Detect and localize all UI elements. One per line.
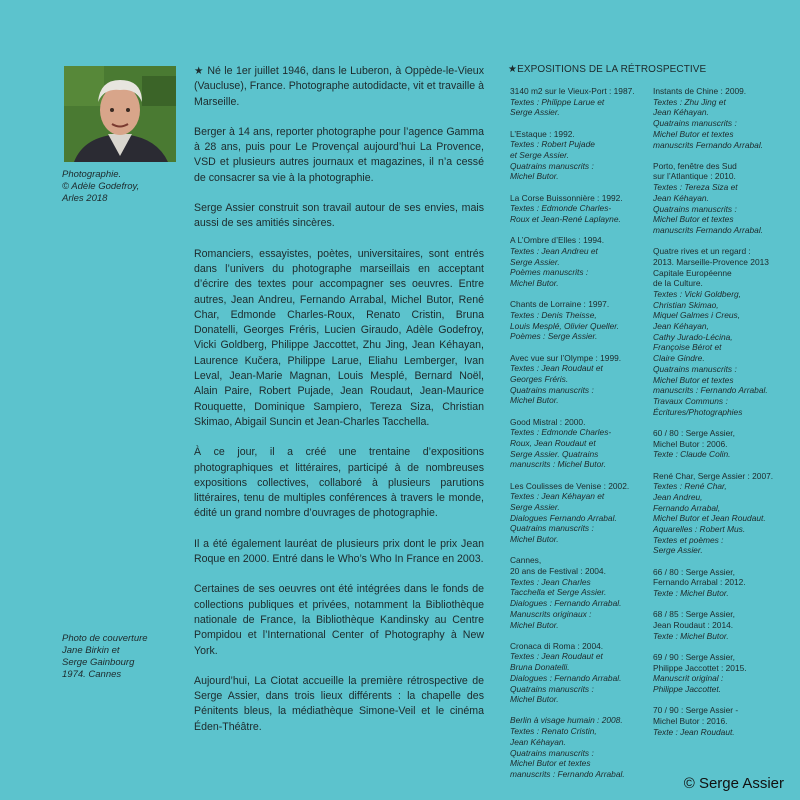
exhibition-credit: Fernando Arrabal, [653, 502, 721, 513]
exhibition-title: Chants de Lorraine : 1997. [510, 299, 610, 310]
exhibition-credit: Travaux Communs : [653, 395, 728, 406]
exhibition-credit: Quatrains manuscrits : [510, 683, 594, 694]
exhibition-credit: Bruna Donatelli. [510, 662, 570, 673]
caption-line: Photographie. [62, 169, 122, 180]
exhibition-credit: Texte : Michel Butor. [653, 588, 729, 599]
exhibition-credit: Textes : Jean Roudaut et [510, 363, 603, 374]
exhibition-title: Fernando Arrabal : 2012. [653, 577, 746, 588]
exhibition-credit: Serge Assier. [510, 502, 560, 512]
exhibitions-column-1 [510, 86, 640, 790]
exhibition-title: 20 ans de Festival : 2004. [510, 566, 606, 577]
exhibition-credit: Textes : Jean Charles [510, 576, 591, 587]
bio-paragraph: ★ Né le 1er juillet 1946, dans le Luberon, à Oppède-le-Vieux (Vaucluse), France. Photographe autodidacte, vit et travaille à Marseille. [194, 65, 484, 108]
exhibition-title: Jean Roudaut : 2014. [653, 619, 734, 630]
exhibition-credit: Texte : Michel Butor. [653, 630, 729, 641]
bio-paragraph: Serge Assier construit son travail autour de ses envies, mais aussi de ses amitiés sincères. [194, 202, 484, 230]
exhibition-credit: Textes : Edmonde Charles- [510, 203, 612, 214]
portrait-photo [64, 66, 176, 162]
exhibition-credit: Texte : Jean Roudaut. [653, 726, 735, 737]
exhibition-credit: Dialogues : Fernando Arrabal. [510, 672, 622, 683]
exhibition-entry [510, 481, 640, 545]
exhibition-credit: Texte : Claude Colin. [653, 449, 731, 460]
exhibition-credit: Michel Butor. [510, 619, 559, 630]
exhibition-credit: manuscrits : Michel Butor. [510, 459, 607, 470]
bio-paragraph: À ce jour, il a créé une trentaine d’expositions photographiques et littéraires, participé à de nombreuses expositions collectives, collaboré à plusieurs parutions littéraires, tenu de multiples conférences à travers le monde, édité un grand nombre d’ouvrages de photographie. [194, 446, 484, 520]
exhibition-entry [510, 417, 640, 471]
exhibition-title: 60 / 80 : Serge Assier, [653, 427, 735, 438]
exhibition-title: René Char, Serge Assier : 2007. [653, 470, 774, 481]
exhibition-title: 66 / 80 : Serge Assier, [653, 566, 735, 577]
exhibition-credit: Dialogues : Fernando Arrabal. [510, 598, 622, 609]
exhibition-credit: Textes et poèmes : [653, 534, 724, 545]
exhibition-credit: Georges Fréris. [510, 373, 569, 384]
caption-line: Arles 2018 [62, 193, 108, 204]
exhibition-credit: Cathy Jurado-Lécina, [653, 331, 733, 342]
exhibition-credit: Roux et Jean-René Laplayne. [510, 214, 621, 225]
exhibition-entry [510, 641, 640, 705]
exhibition-credit: Textes : René Char, [653, 481, 727, 492]
exhibition-credit: Serge Assier. [653, 545, 703, 556]
exhibition-title: de la Culture. [653, 278, 703, 289]
exhibition-entry [653, 86, 783, 150]
exhibition-credit: Manuscrits originaux : [510, 608, 592, 619]
exhibition-credit: Michel Butor et Jean Roudaut. [653, 513, 766, 524]
exhibition-credit: Manuscrit original : [653, 673, 724, 684]
exhibition-credit: Jean Kéhayan. [653, 192, 709, 203]
exhibition-title: Cronaca di Roma : 2004. [510, 640, 604, 651]
exhibition-entry [510, 555, 640, 630]
exhibition-credit: Textes : Edmonde Charles- [510, 427, 612, 438]
exhibition-credit: Textes : Philippe Larue et [510, 96, 605, 107]
exhibition-credit: Quatrains manuscrits : [510, 523, 594, 534]
cover-caption [62, 633, 148, 681]
bio-paragraph: Berger à 14 ans, reporter photographe pour l’agence Gamma à 28 ans, puis pour Le Provençal aujourd’hui La Provence, VSD et plusieurs autres journaux et magazines, il n’a cessé de consacrer sa vie à la photographie. [194, 125, 484, 184]
exhibition-credit: Michel Butor et textes [653, 128, 734, 139]
exhibition-title: Quatre rives et un regard : [653, 246, 751, 257]
exhibition-credit: Michel Butor et textes [653, 374, 734, 385]
exhibition-credit: Christian Skimao, [653, 299, 719, 310]
exhibition-entry [653, 471, 783, 557]
exhibition-credit: Michel Butor. [510, 171, 559, 182]
exhibition-credit: Quatrains manuscrits : [653, 118, 737, 129]
exhibition-entry [510, 86, 640, 118]
photo-caption [62, 169, 139, 205]
exhibition-credit: Louis Mesplé, Olivier Queller. [510, 320, 620, 331]
exhibition-credit: Michel Butor et textes [653, 214, 734, 225]
exhibition-credit: Textes : Vicki Goldberg, [653, 288, 741, 299]
copyright-notice: © Serge Assier [683, 775, 784, 792]
exhibition-credit: Jean Andreu, [653, 491, 703, 502]
exhibition-entry [510, 235, 640, 289]
exhibition-credit: Quatrains manuscrits : [510, 747, 594, 758]
exhibition-title: Porto, fenêtre des Sud [653, 160, 737, 171]
exhibition-credit: Serge Assier. [510, 107, 560, 118]
exhibition-entry [510, 353, 640, 407]
exhibition-title: Good Mistral : 2000. [510, 416, 586, 427]
exhibition-credit: Serge Assier. Quatrains [510, 448, 599, 459]
bio-paragraph: Aujourd’hui, La Ciotat accueille la première rétrospective de Serge Assier, dans trois lieux différents : la chapelle des Pénitents bleus, la médiathèque Simone-Veil et le cinéma Éden-Théâtre. [194, 674, 484, 733]
exhibition-credit: Quatrains manuscrits : [510, 384, 594, 395]
exhibition-credit: Claire Gindre. [653, 353, 705, 364]
exhibition-entry [653, 567, 783, 599]
exhibition-title: 69 / 90 : Serge Assier, [653, 651, 735, 662]
exhibition-credit: Michel Butor et textes [510, 758, 591, 769]
exhibition-credit: Poèmes : Serge Assier. [510, 331, 598, 342]
exhibition-credit: Serge Assier. [510, 256, 560, 267]
exhibition-title: Michel Butor : 2006. [653, 438, 728, 449]
exhibition-title: Les Coulisses de Venise : 2002. [510, 480, 630, 491]
exhibition-title: 2013. Marseille-Provence 2013 [653, 256, 769, 267]
bio-paragraph: Certaines de ses oeuvres ont été intégrées dans le fonds de collections publiques et privées, notamment la Bibliothèque nationale de France, la Bibliothèque Kandinsky au Centre Pompidou et l’International Center of Photography à New York. [194, 583, 484, 657]
caption-line: Photo de couverture [62, 633, 148, 644]
exhibition-title: L’Estaque : 1992. [510, 128, 575, 139]
bio-paragraph: Il a été également lauréat de plusieurs prix dont le prix Jean Roque en 2000. Entré dans le Who’s Who In France en 2003. [194, 537, 484, 566]
bio-paragraph: Romanciers, essayistes, poètes, universitaires, sont entrés dans l’univers du photographe marseillais en acceptant d’écrire des textes pour accompagner ses oeuvres. Entre autres, Jean Andreu, Fernando Arrabal, Michel Butor, René Char, Edmonde Charles-Roux, Renato Cristin, Bruna Donatelli, Georges Fréris, Lucien Giraudo, Adèle Godefroy, Vicki Goldberg, Philippe Jaccottet, Zhu Jing, Jean Kéhayan, Laurence Kučera, Philippe Larue, Eliahu Lemberger, Ivan Leval, Jean-Marie Magnan, Louis Mesplé, Bernard Noël, Alain Paire, Robert Pujade, Jean Roudaut, Jean-Maurice Rouquette, Dominique Sampiero, Tereza Siza, Christian Skimao, Abigail Suncin et Jean-Charles Tacchella. [194, 247, 484, 428]
exhibition-title: 70 / 90 : Serge Assier - [653, 705, 739, 716]
exhibition-credit: Philippe Jaccottet. [653, 683, 721, 694]
exhibition-credit: Textes : Jean Roudaut et [510, 651, 603, 662]
exhibition-credit: Jean Kéhayan, [653, 321, 709, 332]
exhibition-credit: Aquarelles : Robert Mus. [653, 524, 746, 535]
exhibition-credit: Miquel Galmes i Creus, [653, 310, 741, 321]
exhibition-title: La Corse Buissonnière : 1992. [510, 192, 623, 203]
exhibition-entry [653, 652, 783, 695]
exhibition-credit: manuscrits Fernando Arrabal. [653, 139, 764, 150]
exhibition-credit: Quatrains manuscrits : [653, 363, 737, 374]
exhibition-credit: Michel Butor. [510, 534, 559, 545]
exhibition-credit: manuscrits : Fernando Arrabal. [510, 768, 625, 779]
exhibition-credit: manuscrits : Fernando Arrabal. [653, 385, 768, 396]
exhibition-credit: Textes : Tereza Siza et [653, 182, 738, 193]
caption-line: Jane Birkin et [62, 645, 120, 656]
exhibition-entry [653, 428, 783, 460]
exhibition-entry [653, 705, 783, 737]
exhibition-credit: Françoise Bérot et [653, 342, 722, 353]
exhibition-credit: Michel Butor. [510, 395, 559, 406]
exhibition-title: Cannes, [510, 555, 542, 566]
exhibition-entry [510, 299, 640, 342]
exhibition-title: 3140 m2 sur le Vieux-Port : 1987. [510, 86, 635, 96]
exhibition-credit: Jean Kéhayan. [510, 736, 566, 747]
exhibition-entry [510, 715, 640, 779]
exhibitions-heading: ★EXPOSITIONS DE LA RÉTROSPECTIVE [508, 64, 707, 75]
exhibition-credit: Jean Kéhayan. [653, 107, 709, 118]
exhibition-entry [653, 246, 783, 417]
exhibition-credit: Dialogues Fernando Arrabal. [510, 512, 617, 523]
exhibition-title: Avec vue sur l’Olympe : 1999. [510, 352, 622, 363]
exhibition-title: 68 / 85 : Serge Assier, [653, 609, 735, 620]
exhibition-credit: Michel Butor. [510, 694, 559, 705]
exhibition-credit: manuscrits Fernando Arrabal. [653, 224, 764, 235]
exhibition-entry [653, 609, 783, 641]
exhibition-title: Capitale Européenne [653, 267, 732, 278]
caption-line: © Adèle Godefroy, [62, 181, 140, 192]
exhibition-title: sur l’Atlantique : 2010. [653, 171, 736, 182]
exhibition-title: Instants de Chine : 2009. [653, 86, 747, 96]
exhibition-credit: Textes : Denis Theisse, [510, 309, 597, 320]
exhibition-credit: Poèmes manuscrits : [510, 267, 589, 278]
exhibition-credit: Tacchella et Serge Assier. [510, 587, 607, 598]
exhibition-credit: Textes : Robert Pujade [510, 139, 595, 150]
exhibition-credit: Textes : Renato Cristin, [510, 726, 597, 737]
exhibition-entry [510, 129, 640, 183]
exhibition-credit: Michel Butor. [510, 278, 559, 289]
exhibition-entry [510, 193, 640, 225]
biography [194, 64, 484, 750]
exhibition-credit: Roux, Jean Roudaut et [510, 437, 596, 448]
exhibition-credit: Quatrains manuscrits : [510, 160, 594, 171]
exhibition-credit: Écritures/Photographies [653, 406, 743, 417]
exhibition-credit: Textes : Jean Andreu et [510, 245, 598, 256]
exhibition-credit: et Serge Assier. [510, 150, 569, 161]
exhibition-entry [653, 161, 783, 236]
exhibition-credit: Textes : Jean Kéhayan et [510, 491, 605, 502]
exhibition-title: A L’Ombre d’Elles : 1994. [510, 235, 605, 246]
caption-line: Serge Gainbourg [62, 657, 135, 668]
exhibition-title: Michel Butor : 2016. [653, 715, 728, 726]
exhibition-credit: Quatrains manuscrits : [653, 203, 737, 214]
exhibitions-column-2 [653, 86, 783, 748]
exhibition-credit: Textes : Zhu Jing et [653, 96, 726, 107]
exhibition-title: Philippe Jaccottet : 2015. [653, 662, 747, 673]
caption-line: 1974. Cannes [62, 669, 122, 680]
exhibition-credit: Berlin à visage humain : 2008. [510, 715, 623, 726]
